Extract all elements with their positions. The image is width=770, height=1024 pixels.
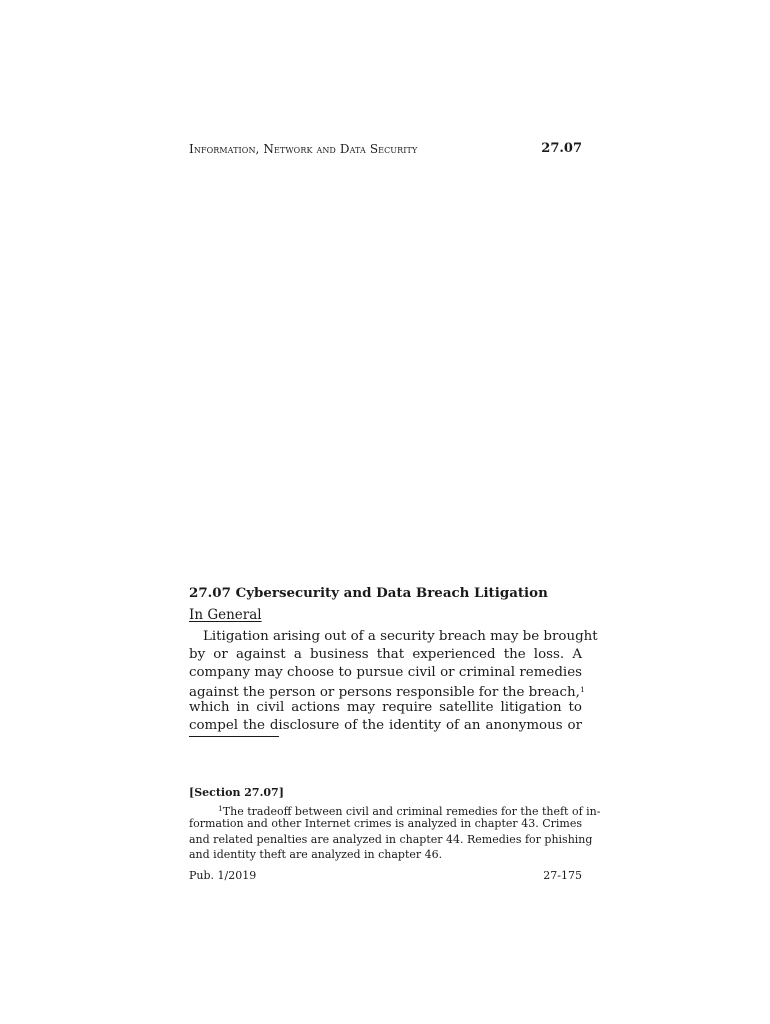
footnote	[189, 801, 601, 863]
footnote-marker: 1	[218, 804, 223, 813]
body-line: by or against a business that experienced the loss. A	[189, 646, 582, 662]
running-head-title: Information, Network and Data Security	[189, 142, 418, 156]
footnote-line-with-marker	[189, 801, 601, 818]
footnote-section-label: [Section 27.07]	[189, 786, 284, 799]
page-number: 27-175	[543, 869, 582, 882]
footnote-line: formation and other Internet crimes is analyzed in chapter 43. Crimes	[189, 817, 582, 831]
body-line: which in civil actions may require satellite litigation to	[189, 700, 582, 716]
body-line-with-footnote	[189, 681, 585, 701]
publication-date: Pub. 1/2019	[189, 869, 257, 882]
section-heading: 27.07 Cybersecurity and Data Breach Litigation	[189, 585, 548, 601]
running-head-section-number: 27.07	[541, 141, 582, 156]
footnote-line-text: The tradeoff between civil and criminal remedies for the theft of in-	[222, 805, 601, 818]
body-paragraph	[189, 628, 598, 735]
body-line: Litigation arising out of a security breach may be brought	[203, 629, 598, 644]
body-line: company may choose to pursue civil or criminal remedies	[189, 664, 582, 680]
subheading: In General	[189, 607, 262, 623]
page-footer	[189, 869, 582, 885]
footnote-line: and identity theft are analyzed in chapter 46.	[189, 848, 443, 862]
body-line-text: against the person or persons responsible for the breach,	[189, 685, 580, 701]
footnote-reference-marker[interactable]: 1	[579, 685, 585, 695]
running-head	[189, 142, 582, 160]
footnote-divider	[189, 736, 279, 737]
footnote-line: and related penalties are analyzed in chapter 44. Remedies for phishing	[189, 832, 593, 846]
body-line: compel the disclosure of the identity of an anonymous or	[189, 717, 582, 733]
